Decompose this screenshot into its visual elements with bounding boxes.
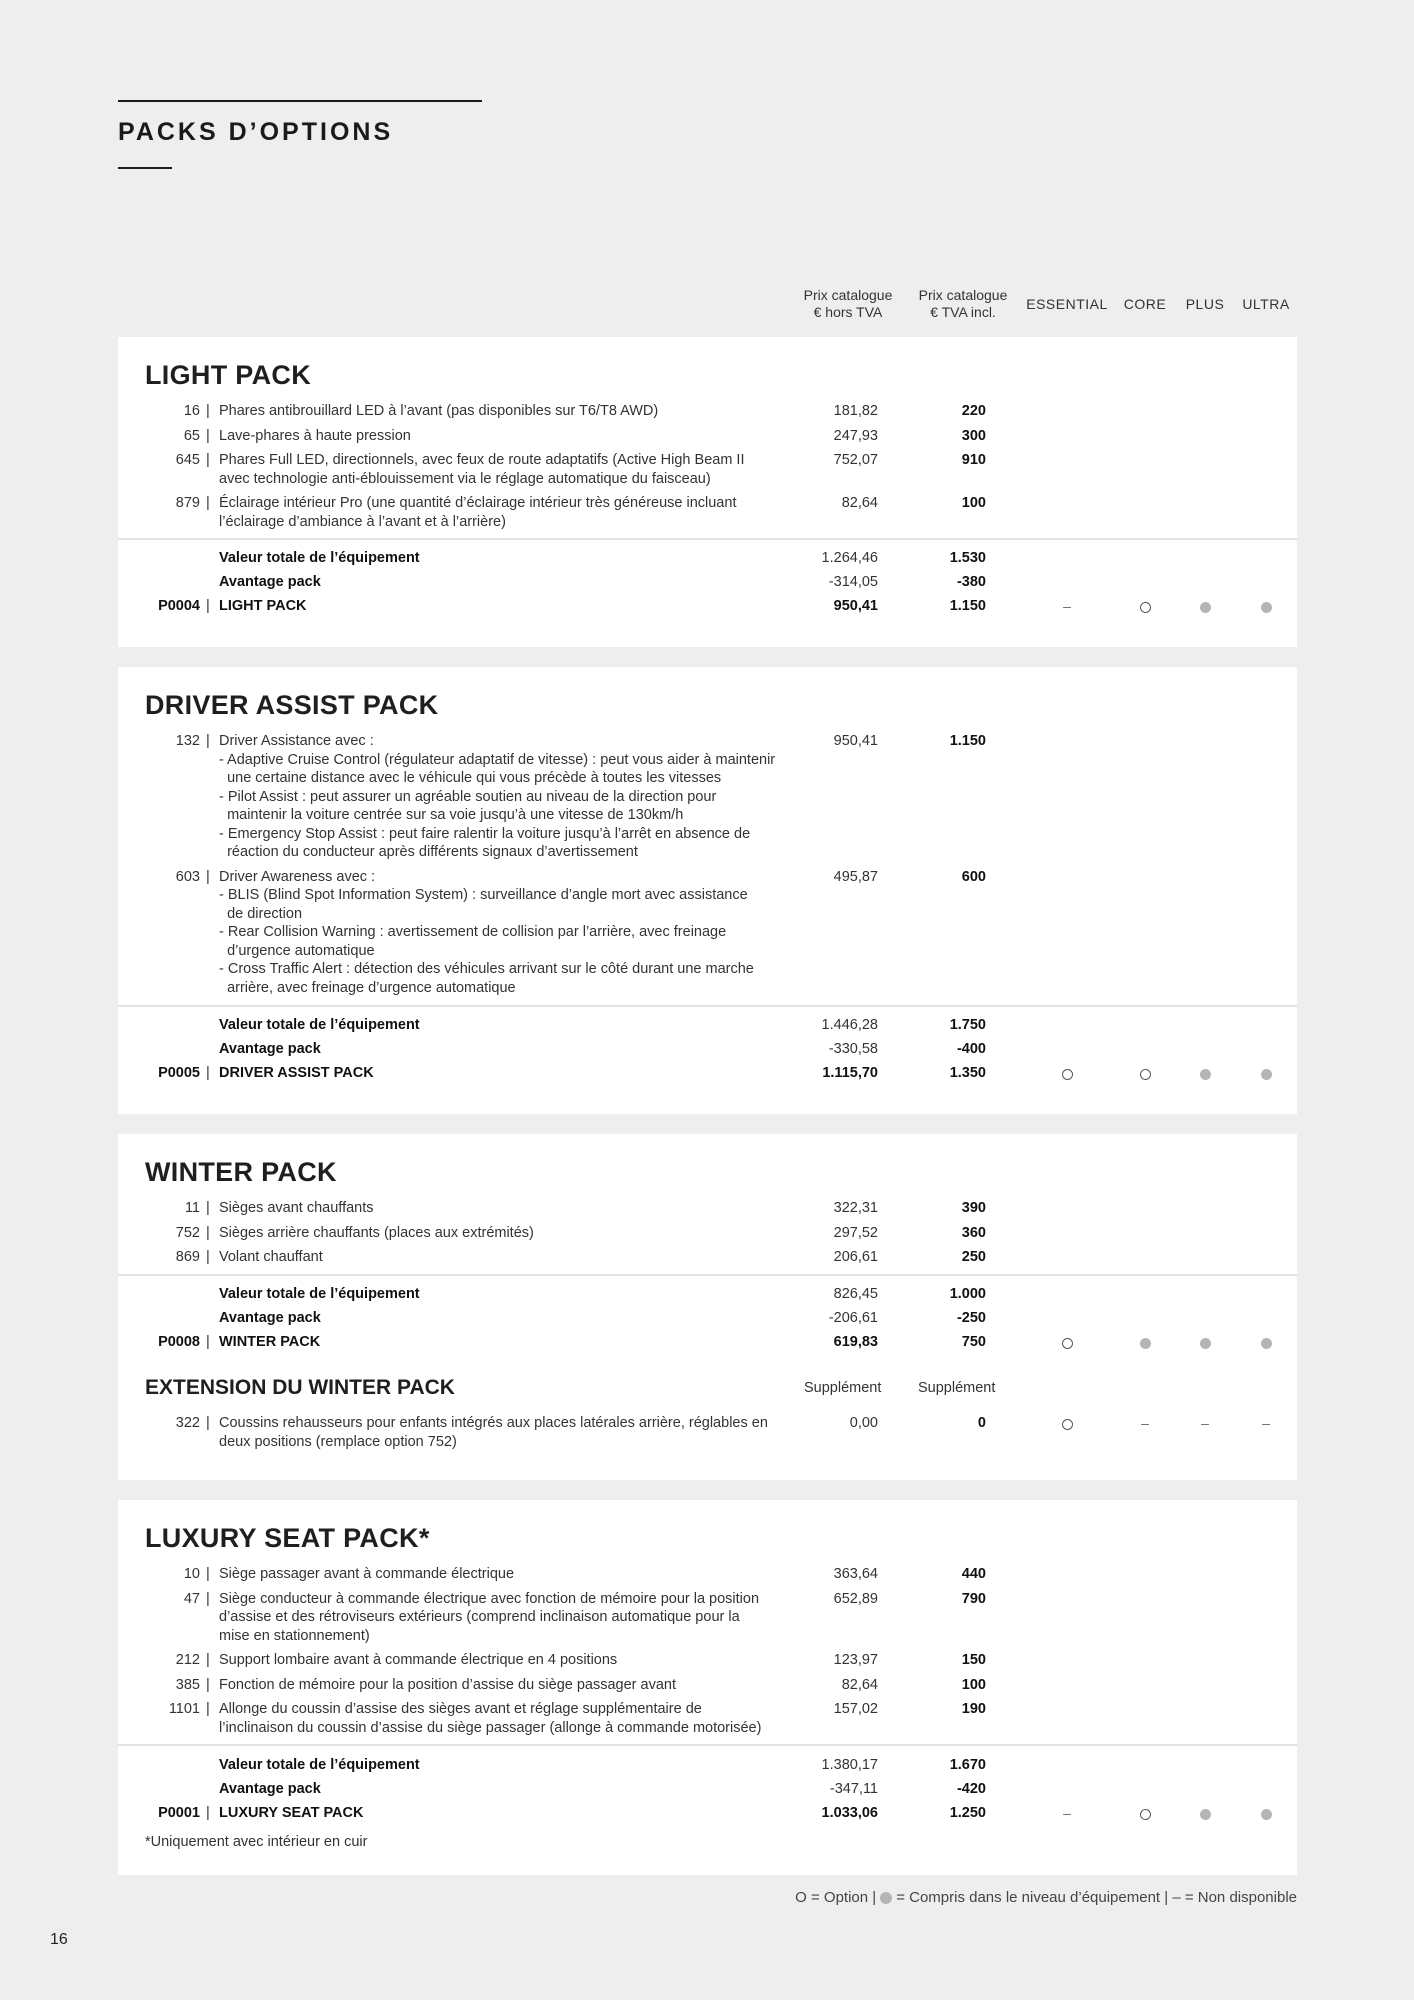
total-label: Valeur totale de l’équipement	[219, 1286, 420, 1302]
option-description: Siège passager avant à commande électrique	[219, 1566, 515, 1582]
price-excl: 1.264,46	[821, 550, 878, 566]
col-head-essential: ESSENTIAL	[1026, 295, 1108, 312]
price-excl: 247,93	[833, 427, 878, 444]
option-code: 322	[175, 1415, 200, 1431]
level-essential	[1037, 597, 1097, 615]
col-head-price-incl: Prix catalogue € TVA incl.	[918, 287, 1008, 320]
col-head-price-excl: Prix catalogue € hors TVA	[803, 287, 893, 320]
included-dot-icon	[1261, 1338, 1272, 1349]
divider	[118, 1274, 1297, 1276]
option-code: 869	[175, 1249, 200, 1265]
col-head-ultra: ULTRA	[1242, 295, 1290, 312]
advantage-label: Avantage pack	[219, 574, 321, 590]
page-title: PACKS D’OPTIONS	[118, 118, 394, 146]
level-plus	[1175, 1414, 1235, 1432]
advantage-label: Avantage pack	[219, 1310, 321, 1326]
price-incl: 250	[961, 1249, 986, 1265]
price-incl: 1.530	[949, 550, 986, 566]
separator: |	[206, 427, 210, 444]
price-incl: 190	[961, 1701, 986, 1717]
price-excl: 82,64	[841, 495, 878, 511]
separator: |	[206, 495, 210, 511]
not-available-dash: –	[1262, 1415, 1270, 1431]
option-circle-icon	[1062, 1069, 1073, 1080]
not-available-dash: –	[1141, 1415, 1149, 1431]
price-excl: 206,61	[833, 1249, 878, 1265]
price-excl: 652,89	[833, 1590, 878, 1607]
divider	[118, 1005, 1297, 1007]
option-code: 603	[175, 868, 200, 885]
price-incl: -250	[956, 1310, 986, 1326]
separator: |	[206, 403, 210, 419]
price-incl: -400	[956, 1041, 986, 1057]
included-dot-icon	[1261, 1069, 1272, 1080]
option-code: 16	[183, 403, 200, 419]
price-incl: 1.250	[949, 1805, 986, 1821]
included-dot-icon	[1200, 602, 1211, 613]
price-incl: 390	[961, 1200, 986, 1216]
included-dot-icon	[880, 1892, 892, 1904]
legend	[795, 1889, 1297, 1906]
pack-code: P0001	[158, 1805, 200, 1821]
legend-option: O = Option |	[795, 1889, 877, 1906]
pack-name: LIGHT PACK	[219, 598, 307, 614]
option-circle-icon	[1140, 1809, 1151, 1820]
price-incl: 100	[961, 1676, 986, 1693]
separator: |	[206, 868, 210, 885]
price-excl: 322,31	[833, 1200, 878, 1216]
price-incl: 440	[961, 1566, 986, 1582]
level-essential	[1037, 1414, 1097, 1432]
price-incl: -420	[956, 1781, 986, 1797]
level-essential	[1037, 1804, 1097, 1822]
price-incl: 1.000	[949, 1286, 986, 1302]
option-description: Lave-phares à haute pression	[219, 427, 411, 444]
included-dot-icon	[1200, 1338, 1211, 1349]
level-plus	[1175, 1804, 1235, 1822]
separator: |	[206, 1249, 210, 1265]
option-description: Support lombaire avant à commande électrique en 4 positions	[219, 1652, 618, 1668]
level-ultra	[1236, 1064, 1296, 1082]
price-excl: 495,87	[833, 868, 878, 885]
level-core	[1115, 1333, 1175, 1351]
price-incl: 750	[961, 1334, 986, 1350]
price-incl: 1.150	[949, 598, 986, 614]
separator: |	[206, 598, 210, 614]
price-excl: 1.380,17	[821, 1757, 878, 1773]
pack-name: LUXURY SEAT PACK	[219, 1805, 364, 1821]
title-rule-top	[118, 100, 482, 102]
light-pack-section	[118, 337, 1297, 647]
price-incl: -380	[956, 574, 986, 590]
legend-included: = Compris dans le niveau d’équipement | – = Non disponible	[896, 1889, 1297, 1906]
price-excl: 363,64	[833, 1566, 878, 1582]
price-incl: 1.670	[949, 1757, 986, 1773]
option-circle-icon	[1140, 602, 1151, 613]
option-description: Driver Awareness avec : - BLIS (Blind Spot Information System) : surveillance d’angle mort avec assistance de direction - Rear Collision Warning : avertissement de collision par l’arrière, avec freinage d’urgence automatique - Cross Traffic Alert : détection des véhicules arrivant sur le côté durant une marche arrière, avec freinage d’urgence automatique	[219, 868, 754, 996]
price-incl: 1.150	[949, 733, 986, 749]
divider	[118, 538, 1297, 540]
page-number: 16	[50, 1931, 68, 1948]
option-description: Driver Assistance avec : - Adaptive Cruise Control (régulateur adaptatif de vitesse) : peut vous aider à maintenir une certaine distance avec le véhicule qui vous précède à toutes les vitesses - Pilot Assist : peut assurer un agréable soutien au niveau de la direction pour maintenir la voiture centrée sur sa voie jusqu’à une vitesse de 130km/h - Emergency Stop Assist : peut faire ralentir la voiture jusqu’à l’arrêt en absence de réaction du conducteur après différents signaux d’avertissement	[219, 733, 776, 860]
separator: |	[206, 1676, 210, 1693]
price-excl: 82,64	[841, 1676, 878, 1693]
section-title: LUXURY SEAT PACK*	[145, 1523, 430, 1553]
price-excl: 950,41	[833, 733, 878, 749]
separator: |	[206, 1065, 210, 1081]
advantage-label: Avantage pack	[219, 1781, 321, 1797]
option-code: 11	[184, 1200, 200, 1216]
price-excl: -206,61	[828, 1310, 878, 1326]
separator: |	[206, 1200, 210, 1216]
level-essential	[1037, 1064, 1097, 1082]
option-description: Fonction de mémoire pour la position d’assise du siège passager avant	[219, 1676, 677, 1693]
option-circle-icon	[1062, 1419, 1073, 1430]
price-excl: 157,02	[833, 1701, 878, 1717]
option-code: 47	[183, 1590, 200, 1607]
price-incl: 790	[961, 1590, 986, 1607]
pack-code: P0004	[158, 598, 200, 614]
supplement-label-excl: Supplément	[804, 1380, 882, 1396]
option-circle-icon	[1140, 1069, 1151, 1080]
included-dot-icon	[1261, 602, 1272, 613]
price-incl: 220	[961, 403, 986, 419]
total-label: Valeur totale de l’équipement	[219, 1017, 420, 1033]
level-ultra	[1236, 1333, 1296, 1351]
price-excl: 0,00	[849, 1415, 878, 1431]
separator: |	[206, 733, 210, 749]
included-dot-icon	[1140, 1338, 1151, 1349]
level-essential	[1037, 1333, 1097, 1351]
separator: |	[206, 1805, 210, 1821]
option-code: 1101	[168, 1701, 200, 1717]
option-code: 385	[175, 1676, 200, 1693]
option-description: Coussins rehausseurs pour enfants intégrés aux places latérales arrière, réglables en deux positions (remplace option 752)	[219, 1415, 768, 1450]
price-excl: 1.115,70	[822, 1065, 878, 1081]
total-label: Valeur totale de l’équipement	[219, 550, 420, 566]
price-incl: 150	[961, 1652, 986, 1668]
not-available-dash: –	[1063, 1805, 1071, 1821]
not-available-dash: –	[1063, 598, 1071, 614]
footnote: *Uniquement avec intérieur en cuir	[145, 1834, 368, 1850]
price-incl: 100	[961, 495, 986, 511]
col-head-core: CORE	[1123, 295, 1167, 312]
option-description: Allonge du coussin d’assise des sièges avant et réglage supplémentaire de l’inclinaison du coussin d’assise du siège passager (allonge à commande motorisée)	[219, 1701, 762, 1736]
supplement-label-incl: Supplément	[918, 1380, 996, 1396]
pack-code: P0008	[158, 1334, 200, 1350]
option-description: Éclairage intérieur Pro (une quantité d’éclairage intérieur très généreuse incluant l’éclairage d’ambiance à l’avant et à l’arrière)	[219, 495, 737, 530]
title-rule-bottom	[118, 167, 172, 169]
level-core	[1115, 1064, 1175, 1082]
level-core	[1115, 1414, 1175, 1432]
winter-pack-section	[118, 1134, 1297, 1480]
section-title: WINTER PACK	[145, 1157, 337, 1187]
price-excl: 752,07	[833, 452, 878, 468]
pack-code: P0005	[158, 1065, 200, 1081]
separator: |	[206, 1566, 210, 1582]
price-excl: 1.033,06	[821, 1805, 878, 1821]
separator: |	[206, 1415, 210, 1431]
pack-name: DRIVER ASSIST PACK	[219, 1065, 374, 1081]
pack-name: WINTER PACK	[219, 1334, 321, 1350]
price-excl: -314,05	[828, 574, 878, 590]
option-description: Volant chauffant	[219, 1249, 323, 1265]
price-excl: 181,82	[833, 403, 878, 419]
option-description: Siège conducteur à commande électrique avec fonction de mémoire pour la position d’assise et des rétroviseurs extérieurs (comprend inclinaison automatique pour la mise en stationnement)	[219, 1590, 760, 1644]
price-incl: 360	[961, 1224, 986, 1241]
option-description: Phares antibrouillard LED à l’avant (pas disponibles sur T6/T8 AWD)	[219, 403, 659, 419]
divider	[118, 1744, 1297, 1746]
price-excl: 123,97	[833, 1652, 878, 1668]
level-ultra	[1236, 1414, 1296, 1432]
separator: |	[206, 1590, 210, 1607]
not-available-dash: –	[1201, 1415, 1209, 1431]
included-dot-icon	[1261, 1809, 1272, 1820]
price-incl: 1.750	[949, 1017, 986, 1033]
separator: |	[206, 1652, 210, 1668]
separator: |	[206, 1224, 210, 1241]
level-plus	[1175, 1064, 1235, 1082]
option-code: 132	[175, 733, 200, 749]
level-core	[1115, 1804, 1175, 1822]
level-plus	[1175, 597, 1235, 615]
section-title: DRIVER ASSIST PACK	[145, 690, 439, 720]
option-code: 879	[175, 495, 200, 511]
included-dot-icon	[1200, 1069, 1211, 1080]
level-ultra	[1236, 1804, 1296, 1822]
option-description: Sièges arrière chauffants (places aux extrémités)	[219, 1224, 534, 1241]
advantage-label: Avantage pack	[219, 1041, 321, 1057]
option-description: Phares Full LED, directionnels, avec feux de route adaptatifs (Active High Beam II avec technologie anti-éblouissement via le réglage automatique du faisceau)	[219, 452, 745, 487]
separator: |	[206, 1334, 210, 1350]
price-excl: 826,45	[833, 1286, 878, 1302]
driver-assist-pack-section	[118, 667, 1297, 1114]
total-label: Valeur totale de l’équipement	[219, 1757, 420, 1773]
price-excl: -330,58	[828, 1041, 878, 1057]
section-title: LIGHT PACK	[145, 360, 311, 390]
level-core	[1115, 597, 1175, 615]
separator: |	[206, 452, 210, 468]
price-excl: 950,41	[833, 598, 878, 614]
col-head-plus: PLUS	[1185, 295, 1225, 312]
included-dot-icon	[1200, 1809, 1211, 1820]
separator: |	[206, 1701, 210, 1717]
price-excl: 619,83	[833, 1334, 878, 1350]
option-code: 645	[175, 452, 200, 468]
extension-title: EXTENSION DU WINTER PACK	[145, 1376, 455, 1399]
option-code: 752	[175, 1224, 200, 1241]
option-code: 65	[183, 427, 200, 444]
level-ultra	[1236, 597, 1296, 615]
price-incl: 1.350	[949, 1065, 986, 1081]
price-incl: 910	[961, 452, 986, 468]
price-excl: 1.446,28	[821, 1017, 878, 1033]
option-code: 10	[183, 1566, 200, 1582]
level-plus	[1175, 1333, 1235, 1351]
price-excl: 297,52	[833, 1224, 878, 1241]
price-incl: 0	[977, 1415, 986, 1431]
option-code: 212	[175, 1652, 200, 1668]
luxury-seat-pack-section	[118, 1500, 1297, 1875]
price-excl: -347,11	[829, 1781, 878, 1797]
option-circle-icon	[1062, 1338, 1073, 1349]
price-incl: 600	[961, 868, 986, 885]
option-description: Sièges avant chauffants	[219, 1200, 374, 1216]
price-incl: 300	[961, 427, 986, 444]
